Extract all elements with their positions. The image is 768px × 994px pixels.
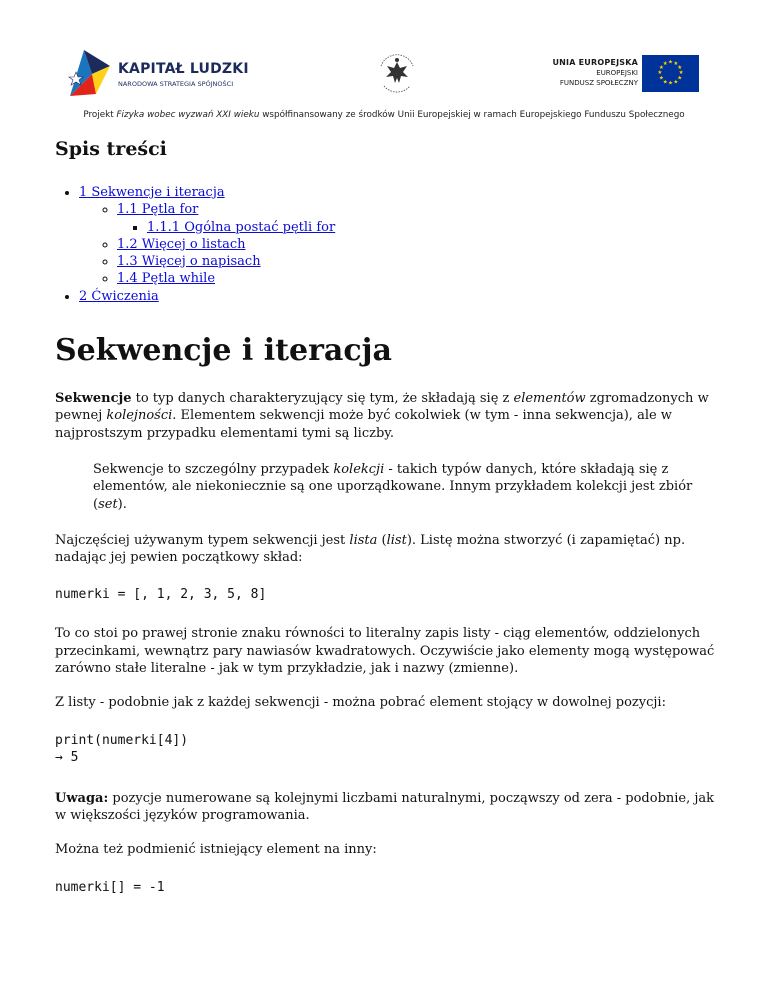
paragraph-replace: Można też podmienić istniejący element na inny: (55, 842, 377, 858)
svg-text:★: ★ (658, 64, 664, 71)
eu-line-2: FUNDUSZ SPOŁECZNY (559, 79, 638, 87)
svg-text:★: ★ (657, 70, 663, 77)
code-list-literal: numerki = [, 1, 2, 3, 5, 8] (55, 587, 267, 603)
university-seal-icon (375, 50, 419, 94)
text-run: to typ danych charakteryzujący się tym, że składają się z (131, 391, 514, 407)
note-label: Uwaga: (55, 790, 109, 806)
kapital-ludzki-mark-icon (66, 44, 114, 100)
paragraph-list-literal: To co stoi po prawej stronie znaku równości to literalny zapis listy - ciąg elementów, oddzielonych przecinkami, wewnątrz pary nawiasów kwadratowych. Oczywiście jako elementy mogą występować zarówno stałe literalne - jak w tym przykładzie, jak i nazwy (zmienne). (55, 626, 715, 677)
toc-item (117, 201, 715, 236)
text-run: Sekwencje to szczególny przypadek (93, 461, 334, 477)
svg-text:★: ★ (662, 60, 668, 67)
text-run: . Elementem sekwencji może być cokolwiek (w tym - inna sekwencja), ale w najprostszym przypadku elementami tymi są liczby. (55, 408, 672, 441)
section-heading: Sekwencje i iteracja (55, 333, 392, 369)
kapital-ludzki-subtitle: NARODOWA STRATEGIA SPÓJNOŚCI (118, 80, 234, 88)
toc-link-1-2[interactable]: 1.2 Więcej o listach (117, 236, 246, 252)
svg-text:★: ★ (678, 70, 684, 77)
toc-link-1[interactable]: 1 Sekwencje i iteracja (79, 185, 225, 200)
code-indexing (55, 732, 715, 766)
toc-link-2[interactable]: 2 Ćwiczenia (79, 288, 159, 304)
text-run: ). (117, 496, 127, 512)
paragraph-note-zero-index (55, 790, 715, 825)
emphasis: set (98, 496, 118, 512)
kapital-ludzki-logo (66, 44, 249, 100)
project-line (0, 110, 768, 120)
table-of-contents (55, 184, 715, 305)
term-sekwencje: Sekwencje (55, 391, 132, 407)
toc-link-1-1-1[interactable]: 1.1.1 Ogólna postać pętli for (147, 219, 336, 235)
code-line: print(numerki[4]) (55, 732, 189, 748)
toc-link-1-4[interactable]: 1.4 Pętla while (117, 271, 216, 287)
toc-item (117, 236, 715, 253)
project-suffix: współfinansowany ze środków Unii Europejskiej w ramach Europejskiego Funduszu Społecznego (259, 110, 685, 120)
eu-line-1: EUROPEJSKI (596, 69, 638, 77)
svg-text:★: ★ (662, 79, 668, 86)
paragraph-list-intro (55, 532, 715, 567)
eu-flag-icon (642, 55, 699, 92)
paragraph-sequences (55, 390, 715, 442)
code-output: → 5 (55, 749, 79, 765)
svg-text:★: ★ (668, 59, 673, 66)
svg-text:★: ★ (668, 80, 673, 87)
toc-title: Spis treści (55, 138, 167, 160)
text-run: zgromadzonych w pewnej (55, 391, 709, 424)
text-run: pozycje numerowane są kolejnymi liczbami naturalnymi, począwszy od zera - podobnie, jak w większości języków programowania. (55, 790, 715, 823)
kapital-ludzki-title: KAPITAŁ LUDZKI (118, 61, 249, 77)
svg-text:★: ★ (658, 75, 664, 82)
emphasis: lista (349, 532, 378, 548)
svg-text:★: ★ (677, 75, 683, 82)
toc-item (79, 288, 715, 305)
svg-text:★: ★ (677, 64, 683, 71)
text-run: Najczęściej używanym typem sekwencji jest (55, 532, 350, 548)
emphasis: elementów (513, 391, 586, 407)
toc-link-1-1[interactable]: 1.1 Pętla for (117, 202, 199, 218)
toc-item (79, 184, 715, 288)
eu-title: UNIA EUROPEJSKA (552, 58, 638, 67)
text-run: ( (377, 532, 387, 548)
toc-item (117, 253, 715, 270)
emphasis: list (386, 532, 407, 548)
text-run: - takich typów danych, które składają się z elementów, ale niekoniecznie są one uporządkowane. Innym przykładem kolekcji jest zbiór ( (93, 461, 693, 512)
header-banner (0, 0, 768, 130)
emphasis: kolejności (106, 408, 173, 424)
note-collections (93, 461, 693, 513)
toc-link-1-3[interactable]: 1.3 Więcej o napisach (117, 254, 261, 270)
emphasis: kolekcji (333, 461, 385, 477)
svg-text:★: ★ (673, 79, 679, 86)
project-name: Fizyka wobec wyzwań XXI wieku (116, 110, 260, 120)
paragraph-indexing: Z listy - podobnie jak z każdej sekwencji - można pobrać element stojący w dowolnej pozycji: (55, 695, 666, 711)
code-assignment: numerki[] = -1 (55, 879, 165, 895)
toc-item (117, 270, 715, 287)
svg-text:★: ★ (673, 60, 679, 67)
text-run: ). Listę można stworzyć (i zapamiętać) np. nadając jej pewien początkowy skład: (55, 532, 686, 566)
toc-item (147, 219, 715, 236)
eu-text-block (552, 58, 638, 88)
article-content (55, 128, 715, 896)
project-prefix: Projekt (83, 110, 117, 120)
